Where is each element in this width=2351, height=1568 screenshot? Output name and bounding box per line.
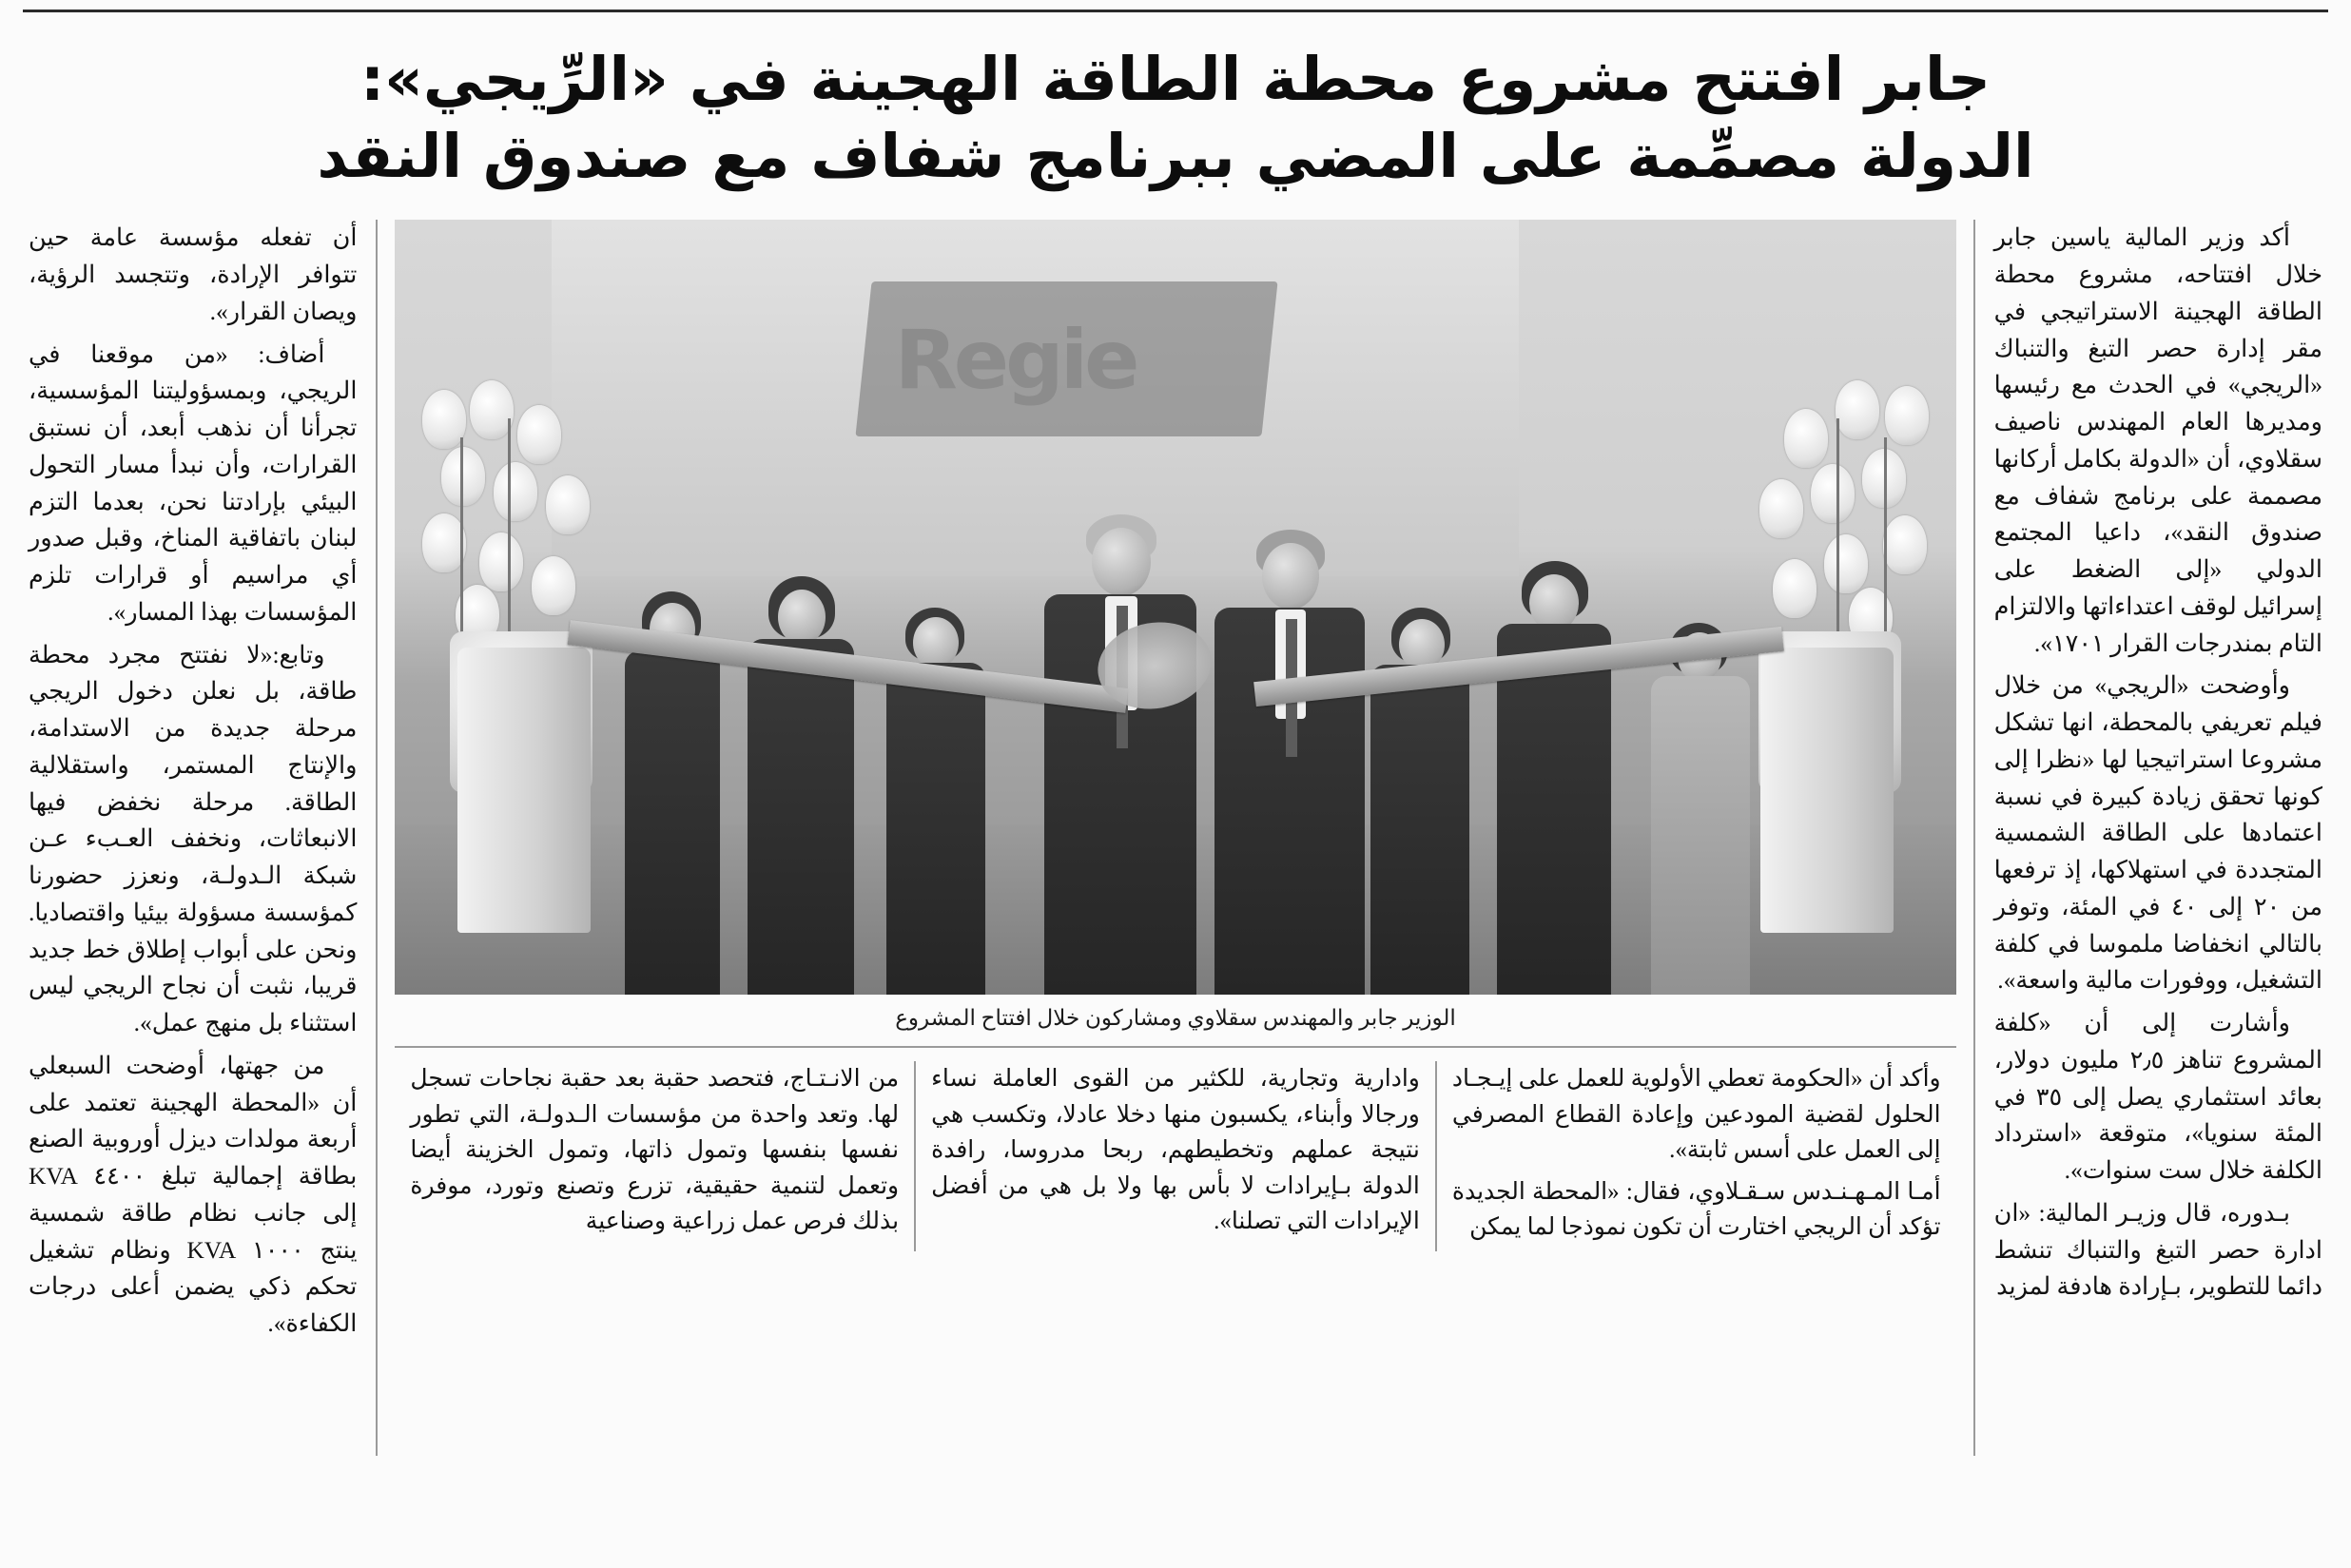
lower-columns [395, 1046, 1955, 1251]
paragraph: بـدوره، قال وزيـر المالية: «ان ادارة حصر التبغ والتنباك تنشط دائما للتطوير، بـإرادة هادفة لمزيد [1993, 1198, 2322, 1301]
attendee [1643, 623, 1758, 995]
attendee [738, 576, 862, 995]
pedestal-left [457, 648, 591, 933]
article-column-left [25, 220, 378, 1456]
headline-line-2: الدولة مصمِّمة على المضي ببرنامج شفاف مع صندوق النقد [317, 121, 2034, 191]
paragraph: من الانـتـاج، فتحصد حقبة بعد حقبة نجاحات تسجل لها. وتعد واحدة من مؤسسات الـدولـة، التي تطور نفسها بنفسها وتمول ذاتها، وتمول الخزينة أيضا وتعمل لتنمية حقيقية، تزرع وتصنع وتورد، موفرة بذلك فرص عمل زراعية وصناعية [410, 1066, 900, 1235]
photo-caption: الوزير جابر والمهندس سقلاوي ومشاركون خلال افتتاح المشروع [895, 1006, 1456, 1031]
minister-jaber [1035, 514, 1206, 995]
paragraph: من جهتها، أوضحت السبعلي أن «المحطة الهجينة تعتمد على أربعة مولدات ديزل أوروبية الصنع بطاقة إجمالية تبلغ ٤٤٠٠ KVA إلى جانب نظام طاقة شمسية ينتج ١٠٠٠ KVA ونظام تشغيل تحكم ذكي يضمن أعلى درجات الكفاءة». [29, 1051, 358, 1337]
paragraph: أن تفعله مؤسسة عامة حين تتوافر الإرادة، وتتجسد الرؤية، ويصان القرار». [29, 223, 358, 325]
paragraph: أضاف: «من موقعنا في الريجي، وبمسؤوليتنا المؤسسية، تجرأنا أن نذهب أبعد، أن نستبق القرارات، وأن نبدأ مسار التحول البيئي بإرادتنا نحن، بعدما التزم لبنان باتفاقية المناخ، وقبل صدور أي مراسيم أو قرارات تلزم المؤسسات بهذا المسار». [29, 339, 358, 626]
paragraph: وادارية وتجارية، للكثير من القوى العاملة نساء ورجالا وأبناء، يكسبون منها دخلا عادلا، وتكسب هي نتيجة عملهم وتخطيطهم، ربحا مدروسا، رافدة الدولة بـإيرادات لا بأس بها ولا بل هي من أفضل الإيرادات التي تصلنا». [931, 1066, 1420, 1235]
headline [25, 42, 2326, 195]
paragraph: وتابع:«لا نفتتح مجرد محطة طاقة، بل نعلن دخول الريجي مرحلة جديدة من الاستدامة، والإنتاج المستمر، واستقلالية الطاقة. مرحلة نخفض فيها الانبعاثات، ونخفف العـبء عـن شبكة الـدولـة، ونعزز حضورنا كمؤسسة مسؤولة بيئيا واقتصاديا. ونحن على أبواب إطلاق خط جديد قريبا، نثبت أن نجاح الريجي ليس استثناء بل منهج عمل». [29, 640, 358, 1036]
article-column-right [1973, 220, 2326, 1456]
paragraph: وأكد أن «الحكومة تعطي الأولوية للعمل على إيـجـاد الحلول لقضية المودعين وإعادة القطاع المصرفي إلى العمل على أسس ثابتة». [1451, 1066, 1941, 1164]
lower-column-2 [914, 1061, 1435, 1251]
photo-wrapper [395, 220, 1955, 1044]
paragraph: أكد وزير المالية ياسين جابر خلال افتتاحه، مشروع محطة الطاقة الهجينة الاستراتيجي في مقر إدارة حصر التبغ والتنباك «الريجي» في الحدث مع رئيسها ومديرها العام المهندس ناصيف سقلاوي، أن «الدولة بكامل أركانها مصممة على برنامج شفاف مع صندوق النقد»، داعيا المجتمع الدولي «إلى الضغط على إسرائيل لوقف اعتداءاتها والالتزام التام بمندرجات القرار ١٧٠١». [1993, 223, 2322, 657]
top-divider [23, 10, 2328, 12]
center-stack [378, 220, 1972, 1456]
attendee [1487, 561, 1621, 995]
content-area [25, 220, 2326, 1456]
pedestal-right [1760, 648, 1894, 933]
paragraph: أمـا المـهـنـدس سـقـلاوي، فقال: «المحطة الجديدة تؤكد أن الريجي اختارت أن تكون نموذجا لما يمكن [1451, 1178, 1941, 1241]
event-photo [395, 220, 1955, 995]
headline-line-1: جابر افتتح مشروع محطة الطاقة الهجينة في «الرِّيجي»: [359, 45, 1992, 114]
lower-column-1 [395, 1061, 914, 1251]
lower-column-3 [1435, 1061, 1956, 1251]
paragraph: وأوضحت «الريجي» من خلال فيلم تعريفي بالمحطة، انها تشكل مشروعا استراتيجيا لها «نظرا إلى كونها تحقق زيادة كبيرة في نسبة اعتمادها على الطاقة الشمسية المتجددة في استهلاكها، إذ ترفعها من ٢٠ إلى ٤٠ في المئة، وتوفر بالتالي انخفاضا ملموسا في كلفة التشغيل، ووفورات مالية واسعة». [1993, 671, 2323, 995]
paragraph: وأشارت إلى أن «كلفة المشروع تناهز ٢٫٥ مليون دولار، بعائد استثماري يصل إلى ٣٥ في المئة سنويا»، متوقعة «استرداد الكلفة خلال ست سنوات». [1993, 1009, 2322, 1184]
photo-logo-text: Regie [894, 313, 1137, 409]
engineer-saklawi [1207, 530, 1374, 995]
